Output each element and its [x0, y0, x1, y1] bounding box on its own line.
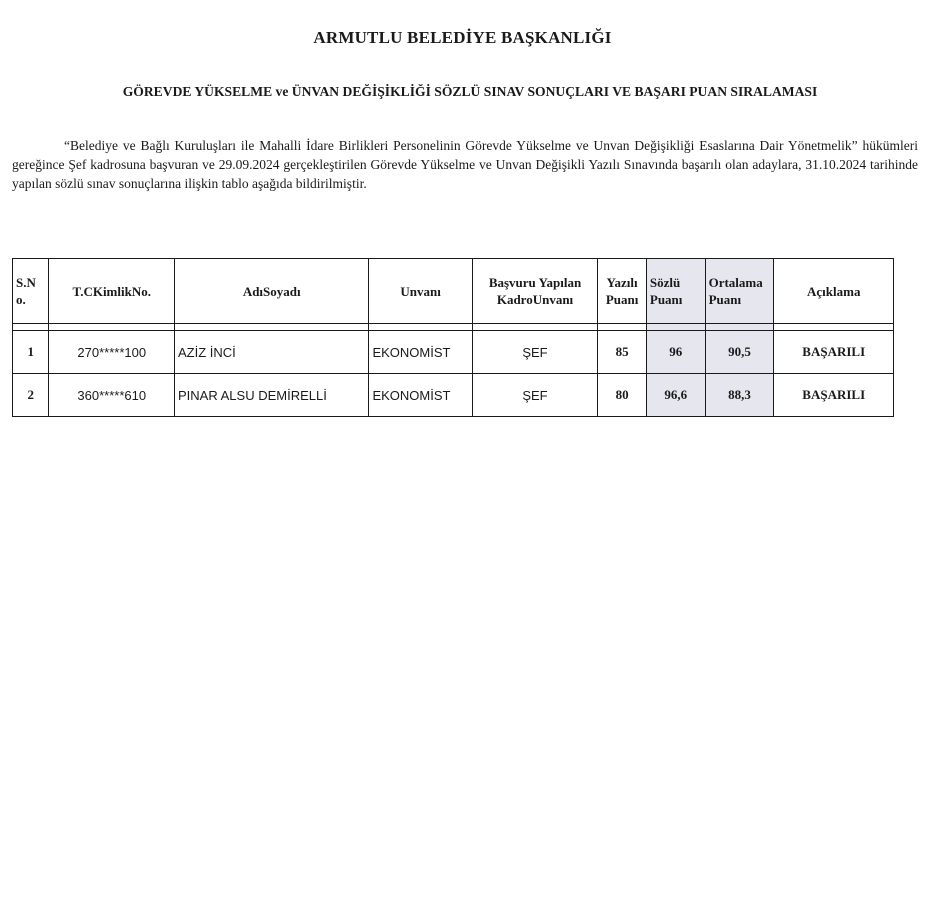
cell-ortalama: 88,3: [705, 374, 774, 417]
cell-sozlu: 96,6: [646, 374, 705, 417]
header-sno: [13, 259, 49, 324]
cell-aciklama: BAŞARILI: [774, 331, 894, 374]
header-yazili-line2: Puanı: [605, 292, 639, 307]
cell-tc: 360*****610: [49, 374, 175, 417]
header-yazili: [598, 259, 647, 324]
cell-yazili: 85: [598, 331, 647, 374]
header-sno-line2: o.: [16, 292, 26, 307]
header-sno-line1: S.N: [16, 275, 36, 290]
table-header-row: [13, 259, 894, 324]
table-row: [13, 331, 894, 374]
intro-paragraph: “Belediye ve Bağlı Kuruluşları ile Mahalli İdare Birlikleri Personelinin Görevde Yükselme ve Unvan Değişikliği Esaslarına Dair Yönetmelik” hükümleri gereğince Şef kadrosuna başvuran ve 29.09.2024 gerçekleştirilen Görevde Yükselme ve Unvan Değişikli Yazılı Sınavında başarılı olan adaylara, 31.10.2024 tarihinde yapılan sözlü sınav sonuçlarına ilişkin tablo aşağıda bildirilmiştir.: [12, 138, 918, 191]
cell-sno: 2: [13, 374, 49, 417]
header-tc: T.CKimlikNo.: [49, 259, 175, 324]
header-sozlu-line2: Puanı: [649, 292, 683, 307]
header-sozlu-line1: Sözlü: [649, 275, 681, 290]
cell-sozlu: 96: [646, 331, 705, 374]
table-spacer-row: [13, 324, 894, 331]
header-unvan: Unvanı: [369, 259, 472, 324]
cell-name: PINAR ALSU DEMİRELLİ: [175, 374, 369, 417]
results-table: [12, 258, 894, 417]
header-kadro-line2: KadroUnvanı: [496, 292, 574, 307]
cell-unvan: EKONOMİST: [369, 331, 472, 374]
table-row: [13, 374, 894, 417]
cell-name: AZİZ İNCİ: [175, 331, 369, 374]
cell-aciklama: BAŞARILI: [774, 374, 894, 417]
header-aciklama: Açıklama: [774, 259, 894, 324]
cell-kadro: ŞEF: [472, 374, 598, 417]
document-title: ARMUTLU BELEDİYE BAŞKANLIĞI: [313, 28, 612, 47]
header-kadro: [472, 259, 598, 324]
cell-tc: 270*****100: [49, 331, 175, 374]
cell-kadro: ŞEF: [472, 331, 598, 374]
cell-yazili: 80: [598, 374, 647, 417]
header-ortalama-line1: Ortalama: [708, 275, 763, 290]
header-name: AdıSoyadı: [175, 259, 369, 324]
header-ortalama: [705, 259, 774, 324]
header-yazili-line1: Yazılı: [606, 275, 638, 290]
document-subtitle: GÖREVDE YÜKSELME ve ÜNVAN DEĞİŞİKLİĞİ SÖZLÜ SINAV SONUÇLARI VE BAŞARI PUAN SIRALAMASI: [122, 84, 818, 99]
header-ortalama-line2: Puanı: [708, 292, 742, 307]
cell-unvan: EKONOMİST: [369, 374, 472, 417]
header-sozlu: [646, 259, 705, 324]
cell-sno: 1: [13, 331, 49, 374]
cell-ortalama: 90,5: [705, 331, 774, 374]
header-kadro-line1: Başvuru Yapılan: [488, 275, 582, 290]
